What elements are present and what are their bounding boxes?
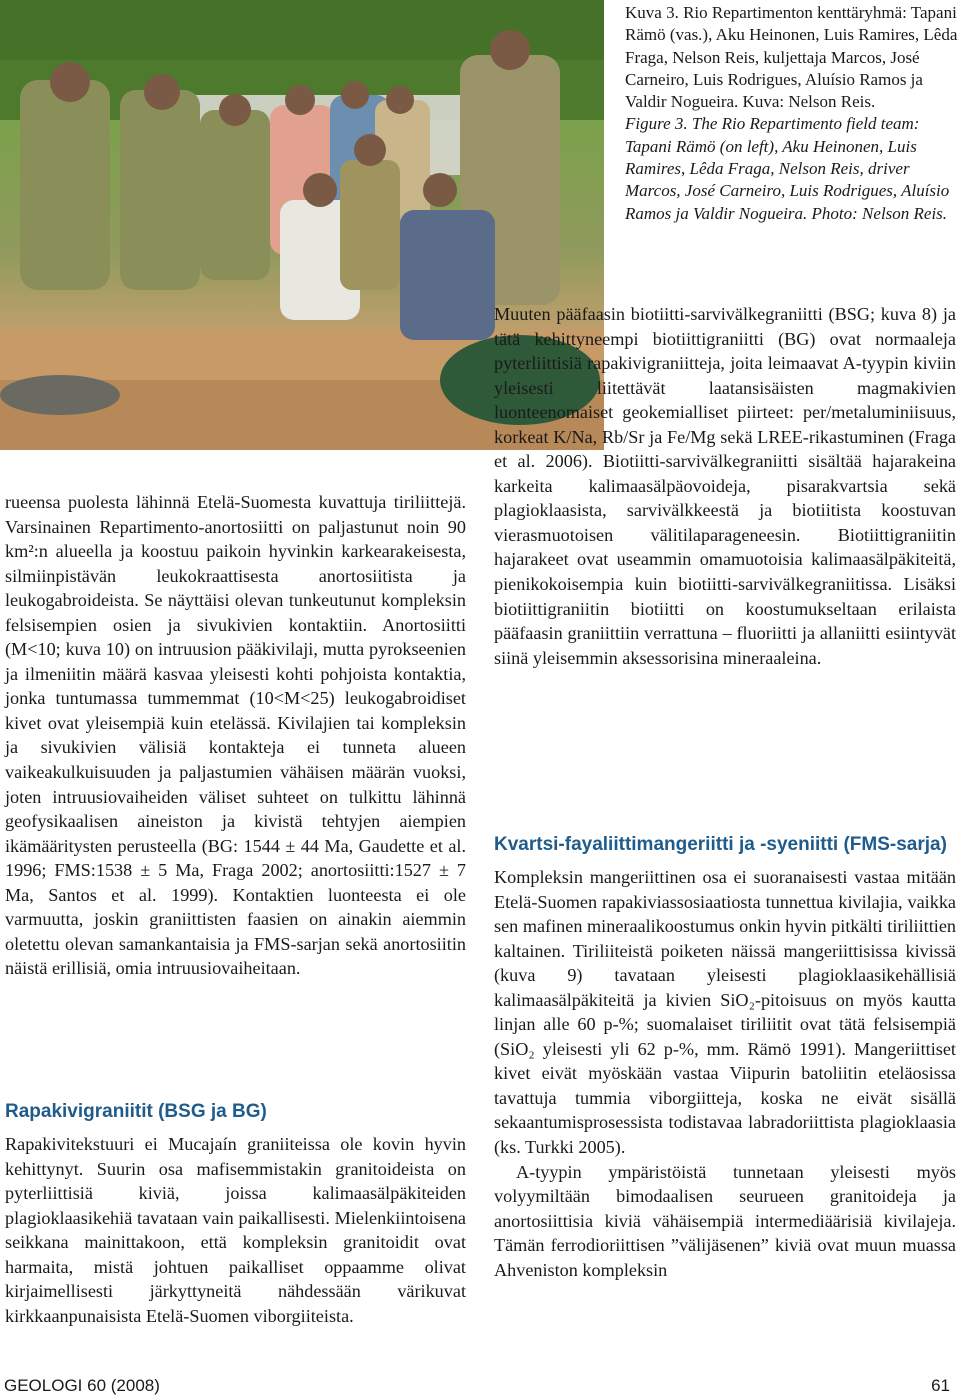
figure-caption [625, 2, 960, 225]
left-paragraph-1: rueensa puolesta lähinnä Etelä-Suomesta kuvattuja tiriliittejä. Varsinainen Repartimento-anortosiitti on paljastunut noin 90 km²:n alueella ja koostuu paikoin hyvinkin karkearakeisesta, silmiinpistävän leukokraattisesta anortosiitista ja leukogabroideista. Se näyttäisi olevan tunkeutunut kompleksin felsisempien osien ja sivukivien kontaktiin. Anortosiitti (M<10; kuva 10) on intruusion pääkivilaji, mutta pyrokseenien ja ilmeniitin määrä kasvaa yleisesti kohti pohjoista kontaktia, jonka tuntumassa tummemmat (10<M<25) leukogabroidiset kivet ovat yleisempiä kuin etelässä. Kivilajien tai kompleksin ja sivukivien välisiä kontakteja ei tunneta alueen vaikeakulkuisuuden ja paljastumien vähäisen määrän vuoksi, joten intruusiovaiheiden väliset suhteet on tulkittu lähinnä geofysikaalisen aineiston ja kivistä tehtyjen aiempien ikämääritysten perusteella (BG: 1544 ± 44 Ma, Gaudette et al. 1996; FMS:1538 ± 5 Ma, Fraga 2002; anortosiitti:1527 ± 7 Ma, Santos et al. 1999). Kontaktien luonteesta ei ole varmuutta, joskin graniittisten faasien on ainakin aiemmin oletettu olevan samankantaisia ja FMS-sarjan sekä anortosiitin näistä erillisiä, omia intruusiovaiheitaan. [5, 492, 466, 979]
caption-english: Figure 3. The Rio Repartimento field team: Tapani Rämö (on left), Aku Heinonen, Luis Ramires, Lêda Fraga, Nelson Reis, driver Marcos, José Carneiro, Luis Rodrigues, Aluísio Ramos ja Valdir Nogueira. Photo: Nelson Reis. [625, 114, 950, 223]
left-paragraph-2: Rapakivitekstuuri ei Mucajaín graniiteissa ole kovin hyvin kehittynyt. Suurin osa mafisemmistakin granitoideista on pyterliittisiä kiviä, joissa kalimaasälpäkiteiden plagioklaasikehiä tavataan vain paikallisesti. Mielenkiintoisena seikkana mainittakoon, että kompleksin granitoidit ovat harmaita, mistä johtuen paikalliset oppaamme olivat kirjaimellisesti järkyttyneitä nähdessään värikuvat kirkkaanpunaisista Etelä-Suomen viborgiiteista. [5, 1134, 466, 1326]
right-paragraph-1: Muuten pääfaasin biotiitti-sarvivälkegraniitti (BSG; kuva 8) ja tätä kehittyneempi biotiittigraniitti (BG) ovat normaaleja pyterliittisiä rapakivigraniitteja, joita leimaavat A-tyypin kiviin yleisesti liitettävät laatansisäisten magmakivien luonteenomaiset geokemialliset piirteet: per/metaluminiisuus, korkeat K/Na, Rb/Sr ja Fe/Mg sekä LREE-rikastuminen (Fraga et al. 2006). Biotiitti-sarvivälkegraniitti sisältää hajarakeina karkeita kalimaasälpäovoideja, pisarakvartsia sekä plagioklaasista, sarvivälkkeestä ja biotiitista koostuvan vierasmuotoisen välitilaparageneesin. Biotiittigraniitin hajarakeet ovat useammin omamuotoisia kalimaasälpäkiteitä, pienikokoisempia kuin biotiitti-sarvivälkegraniitissa. Lisäksi biotiittigraniitin biotiitti on koostumukseltaan erilaista pääfaasin graniittiin verrattuna – fluoriitti ja allaniitti esiintyvät siinä yleisemmin aksessorisina mineraaleina. [494, 304, 956, 668]
right-column [494, 302, 956, 670]
journal-footer: GEOLOGI 60 (2008) [4, 1376, 160, 1395]
right-paragraph-2: Kompleksin mangeriittinen osa ei suoranaisesti vastaa mitään Etelä-Suomen rapakiviassosiaatiosta tunnettua kivilajia, vaikka sen mafinen mineraalikoostumus onkin hyvin pitkälti tiriliittien kaltainen. Tiriliiteistä poiketen näissä mangeriittisissa kivissä (kuva 9) tavataan yleisesti plagioklaasikehällisiä kalimaasälpäkiteitä ja kivien SiO₂-pitoisuus on myös kautta linjan alle 60 p-%; suomalaiset tiriliitit ovat tätä felsisempiä (SiO₂ yleisesti yli 62 p-%, mm. Rämö 1991). Mangeriittiset kivet eivät myöskään vastaa Viipurin batoliitin eteläosissa tavattuja tummia viborgiitteja, koska ne eivät sisällä sekaantumisprosessista todistavaa labradoriittista plagioklaasia (ks. Turkki 2005). [494, 867, 956, 1158]
heading-rapakivi: Rapakivigraniitit (BSG ja BG) [5, 1101, 267, 1122]
right-paragraph-3: A-tyypin ympäristöistä tunnetaan yleisesti myös volyymiltään bimodaalisen seurueen granitoideja ja anortosiittisia kiviä vähäisempiä intermediäärisiä kivilajeja. Tämän ferrodioriittisen ”välijäsenen” kiviä ovat muun muassa Ahveniston kompleksin [494, 1161, 956, 1280]
heading-fms: Kvartsi-fayaliittimangeriitti ja -syeniitti (FMS-sarja) [494, 834, 947, 855]
right-column-section [494, 832, 956, 1282]
page-number: 61 [931, 1376, 950, 1395]
left-column-section [5, 1099, 466, 1328]
caption-finnish: Kuva 3. Rio Repartimenton kenttäryhmä: Tapani Rämö (vas.), Aku Heinonen, Luis Ramires, Lêda Fraga, Nelson Reis, kuljettaja Marcos, José Carneiro, Luis Rodrigues, Aluísio Ramos ja Valdir Nogueira. Kuva: Nelson Reis. [625, 3, 958, 112]
left-column [5, 490, 466, 981]
